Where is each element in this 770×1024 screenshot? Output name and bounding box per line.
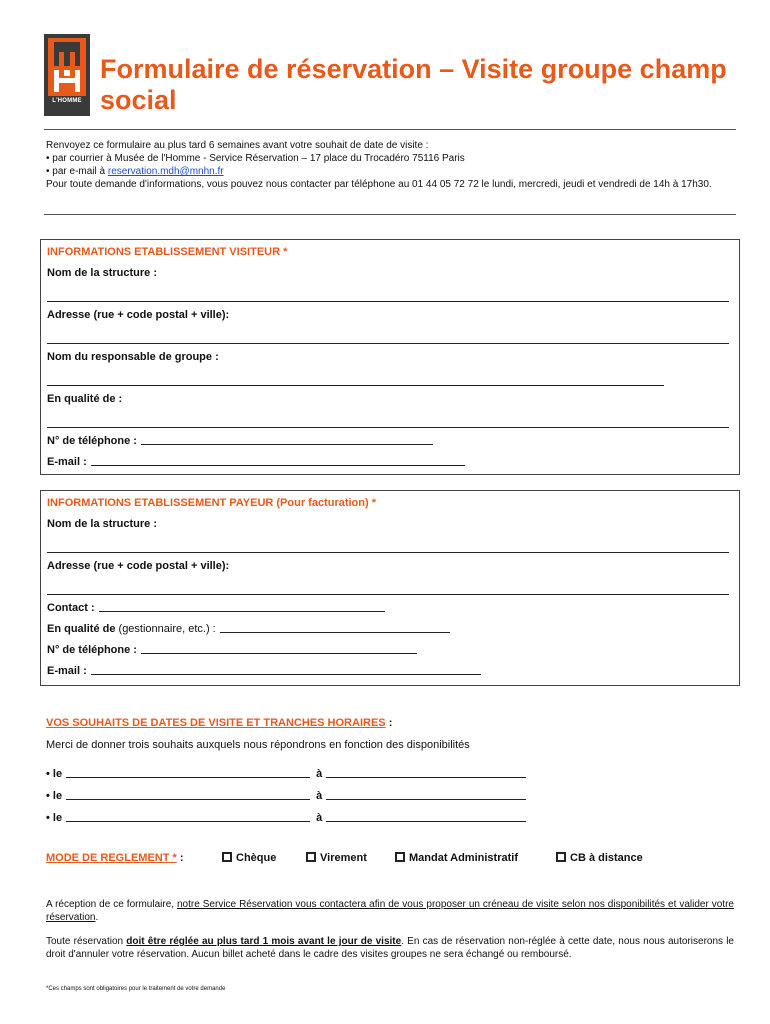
virement-checkbox[interactable] [306, 852, 316, 862]
payeur-section [40, 490, 740, 686]
visiteur-section [40, 239, 740, 475]
visiteur-responsable-field[interactable] [47, 385, 664, 386]
cb-checkbox[interactable] [556, 852, 566, 862]
visiteur-responsable-label: Nom du responsable de groupe : [47, 351, 219, 363]
payeur-structure-field[interactable] [47, 552, 729, 553]
intro-line-3: • par e-mail à reservation.mdh@mnhn.fr [46, 166, 224, 177]
souhait-row-3: • le à [46, 812, 526, 824]
visiteur-qualite-label: En qualité de : [47, 393, 123, 405]
visiteur-telephone-row: N° de téléphone : [47, 435, 433, 447]
mandat-checkbox[interactable] [395, 852, 405, 862]
payeur-adresse-field[interactable] [47, 594, 729, 595]
payeur-telephone-row: N° de téléphone : [47, 644, 417, 656]
reservation-email-link[interactable]: reservation.mdh@mnhn.fr [107, 166, 224, 177]
payeur-contact-field[interactable] [99, 611, 385, 612]
souhait-3-time-field[interactable] [326, 821, 526, 822]
visiteur-adresse-field[interactable] [47, 343, 729, 344]
logo-text: L'HOMME [52, 98, 82, 104]
payeur-email-row: E-mail : [47, 665, 481, 677]
souhaits-subtitle: Merci de donner trois souhaits auxquels nous répondrons en fonction des disponibilités [46, 739, 470, 751]
intro-line-4: Pour toute demande d'informations, vous pouvez nous contacter par téléphone au 01 44 05 72 72 le lundi, mercredi, jeudi et vendredi de 14h à 17h30. [46, 179, 712, 190]
payeur-telephone-field[interactable] [141, 653, 417, 654]
souhait-1-time-field[interactable] [326, 777, 526, 778]
intro-text [46, 139, 736, 191]
visiteur-structure-label: Nom de la structure : [47, 267, 158, 279]
souhait-2-date-field[interactable] [66, 799, 310, 800]
souhait-row-1: • le à [46, 768, 526, 780]
visiteur-email-field[interactable] [91, 465, 465, 466]
payeur-adresse-label: Adresse (rue + code postal + ville): [47, 560, 230, 572]
payeur-structure-label: Nom de la structure : [47, 518, 158, 530]
mh-logo-icon [48, 38, 86, 96]
visiteur-adresse-label: Adresse (rue + code postal + ville): [47, 309, 230, 321]
page-title: Formulaire de réservation – Visite groupe champ social [100, 54, 727, 115]
visiteur-telephone-field[interactable] [141, 444, 433, 445]
footnote: *Ces champs sont obligatoires pour le traitement de votre demande [46, 986, 226, 992]
souhait-1-date-field[interactable] [66, 777, 310, 778]
payeur-email-field[interactable] [91, 674, 481, 675]
visiteur-email-row: E-mail : [47, 456, 465, 468]
divider [44, 214, 736, 215]
visiteur-structure-field[interactable] [47, 301, 729, 302]
payeur-qualite-row: En qualité de (gestionnaire, etc.) : [47, 623, 450, 635]
payeur-qualite-field[interactable] [220, 632, 450, 633]
payment-option-virement[interactable]: Virement [306, 852, 367, 864]
musee-logo [44, 34, 90, 116]
payeur-contact-row: Contact : [47, 602, 385, 614]
reception-note: A réception de ce formulaire, notre Service Réservation vous contactera afin de vous proposer un créneau de visite selon nos disponibilités et valider votre réservation. [46, 899, 734, 923]
reglement-title: MODE DE REGLEMENT * : [46, 852, 184, 864]
souhait-row-2: • le à [46, 790, 526, 802]
cheque-checkbox[interactable] [222, 852, 232, 862]
souhait-3-date-field[interactable] [66, 821, 310, 822]
visiteur-qualite-field[interactable] [47, 427, 729, 428]
souhait-2-time-field[interactable] [326, 799, 526, 800]
divider [44, 129, 736, 130]
intro-line-1: Renvoyez ce formulaire au plus tard 6 semaines avant votre souhait de date de visite : [46, 140, 429, 151]
payment-option-cb[interactable]: CB à distance [556, 852, 643, 864]
payment-option-cheque[interactable]: Chèque [222, 852, 276, 864]
payment-deadline-note: Toute réservation doit être réglée au plus tard 1 mois avant le jour de visite. En cas de réservation non-réglée à cette date, nous nous autoriserons le droit d'annuler votre réservation. Aucun billet acheté dans le cadre des visites groupes ne sera échangé ou remboursé. [46, 936, 734, 960]
payment-option-mandat[interactable]: Mandat Administratif [395, 852, 518, 864]
visiteur-title: INFORMATIONS ETABLISSEMENT VISITEUR * [47, 246, 288, 258]
intro-line-2: • par courrier à Musée de l'Homme - Service Réservation – 17 place du Trocadéro 75116 Paris [46, 153, 465, 164]
payeur-title: INFORMATIONS ETABLISSEMENT PAYEUR (Pour facturation) * [47, 497, 376, 509]
souhaits-title: VOS SOUHAITS DE DATES DE VISITE ET TRANCHES HORAIRES : [46, 717, 393, 729]
